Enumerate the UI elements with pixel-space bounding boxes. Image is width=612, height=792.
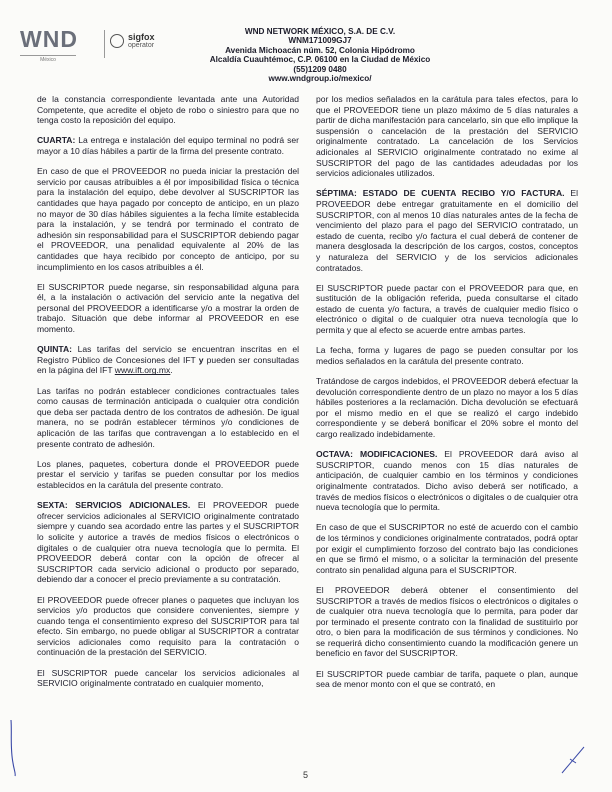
signature-mark xyxy=(560,745,586,775)
right-column xyxy=(316,94,578,699)
paragraph: En caso de que el PROVEEDOR no pueda iniciar la prestación del servicio por causas atribuibles a él por imposibilidad física o técnica para la instalación del equipo, debe devolver al SUSCRIPTOR las cantidades que haya pagado por concepto de anticipo, en un plazo no mayor de 30 días hábiles siguientes a la fecha límite establecida para la instalación, y se tendrá por terminado el contrato de adhesión sin responsabilidad para el SUSCRIPTOR debiendo pagar el PROVEEDOR, una penalidad equivalente al 20% de las cantidades que haya recibido por concepto de anticipo, por su incumplimiento en los casos atribuibles a él. xyxy=(37,166,299,272)
paragraph: Tratándose de cargos indebidos, el PROVEEDOR deberá efectuar la devolución correspondiente dentro de un plazo no mayor a los 5 días hábiles posteriores a la reclamación. Dicha devolución se efectuará por el mismo medio en el que se realizó el cargo indebido correspondiente y se deberá bonificar el 20% sobre el monto del cargo realizado indebidamente. xyxy=(316,376,578,439)
company-rfc: WNM171009GJ7 xyxy=(288,36,352,46)
address-line-2: Alcaldía Cuauhtémoc, C.P. 06100 en la Ciudad de México xyxy=(209,55,431,65)
clause-title: SEXTA: SERVICIOS ADICIONALES. xyxy=(37,500,191,511)
paragraph: Las tarifas no podrán establecer condiciones contractuales tales como causas de terminación anticipada o cualquier otra condición que deba ser pactada dentro de los contratos de adhesión. De igual manera, no se podrán establecer términos y/o condiciones de aplicación de las tarifas que contravengan a lo establecido en el presente contrato de adhesión. xyxy=(37,385,299,449)
clause-title: CUARTA: xyxy=(37,135,76,146)
paragraph: En caso de que el SUSCRIPTOR no esté de acuerdo con el cambio de los términos y condiciones originalmente contratados, podrá optar por exigir el cumplimiento forzoso del contrato bajo las condiciones en que se firmó el mismo, o a solicitar la terminación del presente contrato sin penalidad alguna para el SUSCRIPTOR. xyxy=(316,522,578,575)
clause-title: SÉPTIMA: ESTADO DE CUENTA RECIBO Y/O FACTURA. xyxy=(316,188,565,199)
company-header xyxy=(190,27,450,83)
paragraph: por los medios señalados en la carátula para tales efectos, para lo que el PROVEEDOR tiene un plazo máximo de 5 días naturales a partir de dicha manifestación para cancelarlo, sin que ello implique la suspensión o cancelación de la prestación del SERVICIO originalmente contratado. La cancelación de los Servicios adicionales al SERVICIO originalmente contratado no exime al SUSCRIPTOR del pago de las cantidades adeudadas por los servicios adicionales utilizados. xyxy=(316,94,578,179)
clause-text: El PROVEEDOR dará aviso al SUSCRIPTOR, cuando menos con 15 días naturales de anticipación, de cualquier cambio en los términos y condiciones originalmente contratados. Dicho aviso deberá ser notificado, a través de medios físicos o electrónicos o digitales o de cualquier otra nueva tecnología que lo permita. xyxy=(316,449,578,513)
paragraph: El SUSCRIPTOR puede cancelar los servicios adicionales al SERVICIO originalmente contratado en cualquier momento, xyxy=(37,667,299,689)
clause-title: OCTAVA: MODIFICACIONES. xyxy=(316,449,438,460)
clause-text: pueden ser consultadas en la página del IFT xyxy=(37,354,299,376)
clause-text: El PROVEEDOR puede ofrecer servicios adicionales al SERVICIO originalmente contratado siempre y cuando sea acordado entre las partes y el SUSCRIPTOR lo solicite y autorice a través de medios físicos o electrónicos o digitales o de cualquier otra nueva tecnología que lo permita. El PROVEEDOR deberá contar con la opción de ofrecer al SUSCRIPTOR cada servicio adicional o producto por separado, debiendo dar a conocer el precio previamente a su contratación. xyxy=(37,500,299,585)
clause-octava xyxy=(316,449,578,513)
initials-mark xyxy=(8,718,18,778)
company-phone: (55)1209 0480 xyxy=(293,64,347,74)
clause-title: QUINTA: xyxy=(37,344,72,355)
paragraph: El PROVEEDOR deberá obtener el consentimiento del SUSCRIPTOR a través de medios físicos o electrónicos o digitales o de cualquier otra nueva tecnología que lo permita, para poder dar por terminado el presente contrato con la finalidad de sustituirlo por otro, o bien para la modificación de sus términos y condiciones. No se requerirá dicho consentimiento cuando la modificación genere un beneficio en favor del SUSCRIPTOR. xyxy=(316,584,578,659)
clause-cuarta xyxy=(37,135,299,156)
wnd-logo xyxy=(20,26,86,63)
sigfox-icon xyxy=(110,34,124,48)
paragraph: de la constancia correspondiente levantada ante una Autoridad Competente, que acredite el objeto de robo o siniestro para que no tenga costo la reposición del equipo. xyxy=(37,94,299,126)
clause-text: La entrega e instalación del equipo terminal no podrá ser mayor a 10 días hábiles a partir de la firma del presente contrato. xyxy=(37,135,299,156)
company-name: WND NETWORK MÉXICO, S.A. DE C.V. xyxy=(244,27,396,36)
page-number: 5 xyxy=(303,770,309,780)
sigfox-logo xyxy=(104,28,164,58)
paragraph: El PROVEEDOR puede ofrecer planes o paquetes que incluyan los servicios y/o productos que considere convenientes, siempre y cuando tenga el consentimiento expreso del SUSCRIPTOR para tal efecto. Sin embargo, no puede obligar al SUSCRIPTOR a contratar servicios adicionales como requisito para la contratación o continuación de la prestación del SERVICIO. xyxy=(37,594,299,658)
paragraph: El SUSCRIPTOR puede cambiar de tarifa, paquete o plan, aunque sea de menor monto con el que se contrató, en xyxy=(316,668,578,690)
logo-divider xyxy=(104,30,105,58)
paragraph: Los planes, paquetes, cobertura donde el PROVEEDOR puede prestar el servicio y tarifas se pueden consultar por los medios establecidos en la carátula del presente contrato. xyxy=(37,458,299,490)
clause-text: . xyxy=(170,365,173,376)
clause-septima xyxy=(316,188,578,273)
address-line-1: Avenida Michoacán núm. 52, Colonia Hipódromo xyxy=(225,45,415,55)
left-column xyxy=(37,94,299,698)
paragraph: La fecha, forma y lugares de pago se pueden consultar por los medios señalados en la carátula del presente contrato. xyxy=(316,345,578,366)
clause-quinta xyxy=(37,344,299,376)
paragraph: El SUSCRIPTOR puede negarse, sin responsabilidad alguna para él, a la instalación o activación del servicio ante la negativa del personal del PROVEEDOR a identificarse y/o a mostrar la orden de trabajo. Situación que debe informar al PROVEEDOR en ese momento. xyxy=(37,281,299,335)
sigfox-subtitle: operator xyxy=(128,42,155,49)
ift-link[interactable]: www.ift.org.mx xyxy=(114,365,171,376)
paragraph: El SUSCRIPTOR puede pactar con el PROVEEDOR para que, en sustitución de la obligación referida, pueda consultarse el citado estado de cuenta y/o factura, a través de cualquier medio físico o electrónico o digital o de cualquier otra nueva tecnología que lo permita y que al efecto se acuerde entre ambas partes. xyxy=(316,282,578,336)
wnd-logo-text: WND xyxy=(20,26,78,52)
company-website: www.wndgroup.io/mexico/ xyxy=(268,74,372,84)
wnd-logo-subtext: México xyxy=(20,55,76,63)
clause-text: Las tarifas del servicio se encuentran inscritas en el Registro Público de Concesiones del IFT xyxy=(37,344,299,365)
sigfox-name: sigfox xyxy=(128,32,155,42)
clause-text: El PROVEEDOR debe entregar gratuitamente en el domicilio del SUSCRIPTOR, con al menos 10 días naturales antes de la fecha de vencimiento del plazo para el pago del SERVICIO contratado, un estado de cuenta, recibo y/o factura el cual deberá de contener de manera desglosada la descripción de los cargos, costos, conceptos y naturaleza del SERVICIO y de los servicios adicionales contratados. xyxy=(316,188,578,273)
clause-text-bold: y xyxy=(198,354,204,365)
clause-sexta xyxy=(37,500,299,585)
